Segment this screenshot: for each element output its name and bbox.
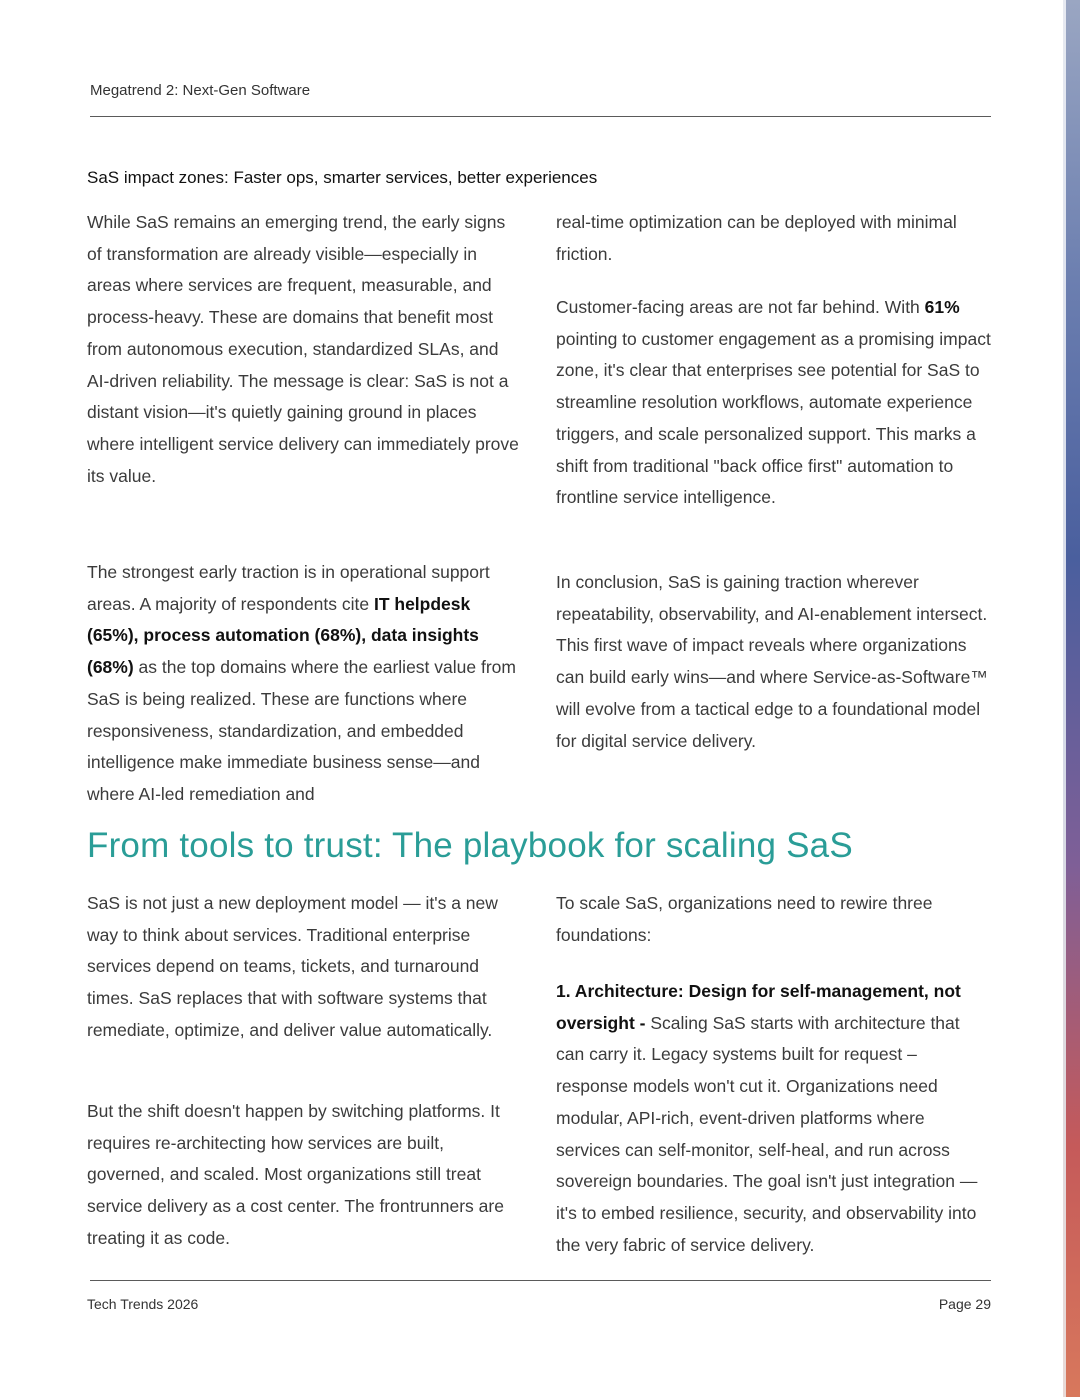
highlight-stats: IT helpdesk (65%), process automation (68%), data insights (68%): [87, 593, 479, 678]
paragraph-text-part: Customer-facing areas are not far behind. With: [556, 297, 925, 317]
highlight-stat: 61%: [924, 297, 960, 317]
paragraph-text: In conclusion, SaS is gaining traction wherever repeatability, observability, and AI-enablement intersect. This first wave of impact reveals where organizations can build early wins—and where Service-as-Software™ will evolve from a tactical edge to a foundational model for digital service delivery.: [556, 572, 988, 751]
section2-right-paragraph-2: [556, 976, 992, 1261]
paragraph-text-part: Scaling SaS starts with architecture that can carry it. Legacy systems built for request – response models won't cut it. Organizations need modular, API-rich, event-driven platforms where services can self-monitor, self-heal, and run across sovereign boundaries. The goal isn't just integration — it's to embed resilience, security, and observability into the very fabric of service delivery.: [556, 1012, 978, 1255]
section1-right-paragraph-1: [556, 207, 992, 270]
paragraph-text-part: The strongest early traction is in operational support areas. A majority of respondents cite: [87, 562, 490, 614]
section1-right-paragraph-3: [556, 567, 992, 757]
section1-right-paragraph-2: [556, 292, 992, 514]
section-subheading: SaS impact zones: Faster ops, smarter services, better experiences: [87, 168, 598, 187]
paragraph-text: [556, 976, 992, 1261]
architecture-heading: 1. Architecture: Design for self-management, not oversight -: [556, 981, 961, 1033]
paragraph-text: [556, 292, 992, 514]
paragraph-text: real-time optimization can be deployed with minimal friction.: [556, 212, 957, 264]
running-header: Megatrend 2: Next-Gen Software: [90, 82, 311, 99]
footer-divider: [90, 1280, 991, 1281]
section1-left-paragraph-2: [87, 557, 519, 811]
paragraph-text: While SaS remains an emerging trend, the early signs of transformation are already visible—especially in areas where services are frequent, measurable, and process-heavy. These are domains that benefit most from autonomous execution, standardized SLAs, and AI-driven reliability. The message is clear: SaS is not a distant vision—it's quietly gaining ground in places where intelligent service delivery can immediately prove its value.: [87, 212, 519, 486]
paragraph-text-part: pointing to customer engagement as a promising impact zone, it's clear that enterprises see potential for SaS to streamline resolution workflows, automate experience triggers, and scale personalized support. This marks a shift from traditional "back office first" automation to frontline service intelligence.: [556, 328, 991, 508]
footer-publication: Tech Trends 2026: [87, 1296, 199, 1312]
header-divider: [90, 116, 991, 117]
paragraph-text: But the shift doesn't happen by switching platforms. It requires re-architecting how services are built, governed, and scaled. Most organizations still treat service delivery as a cost center. The frontrunners are treating it as code.: [87, 1101, 504, 1248]
section1-left-paragraph-1: [87, 207, 519, 492]
section-title: From tools to trust: The playbook for scaling SaS: [87, 826, 853, 865]
paragraph-text: To scale SaS, organizations need to rewire three foundations:: [556, 893, 933, 945]
decorative-edge-strip: [1066, 0, 1080, 1397]
paragraph-text-part: as the top domains where the earliest value from SaS is being realized. These are functions where responsiveness, standardization, and embedded intelligence make immediate business sense—and where AI-led remediation and: [87, 657, 516, 804]
section2-left-paragraph-2: [87, 1096, 519, 1255]
section2-left-paragraph-1: [87, 888, 519, 1047]
section2-right-paragraph-1: [556, 888, 992, 951]
paragraph-text: [87, 557, 519, 811]
page-number: Page 29: [938, 1296, 991, 1312]
paragraph-text: SaS is not just a new deployment model — it's a new way to think about services. Traditional enterprise services depend on teams, tickets, and turnaround times. SaS replaces that with software systems that remediate, optimize, and deliver value automatically.: [87, 893, 498, 1040]
